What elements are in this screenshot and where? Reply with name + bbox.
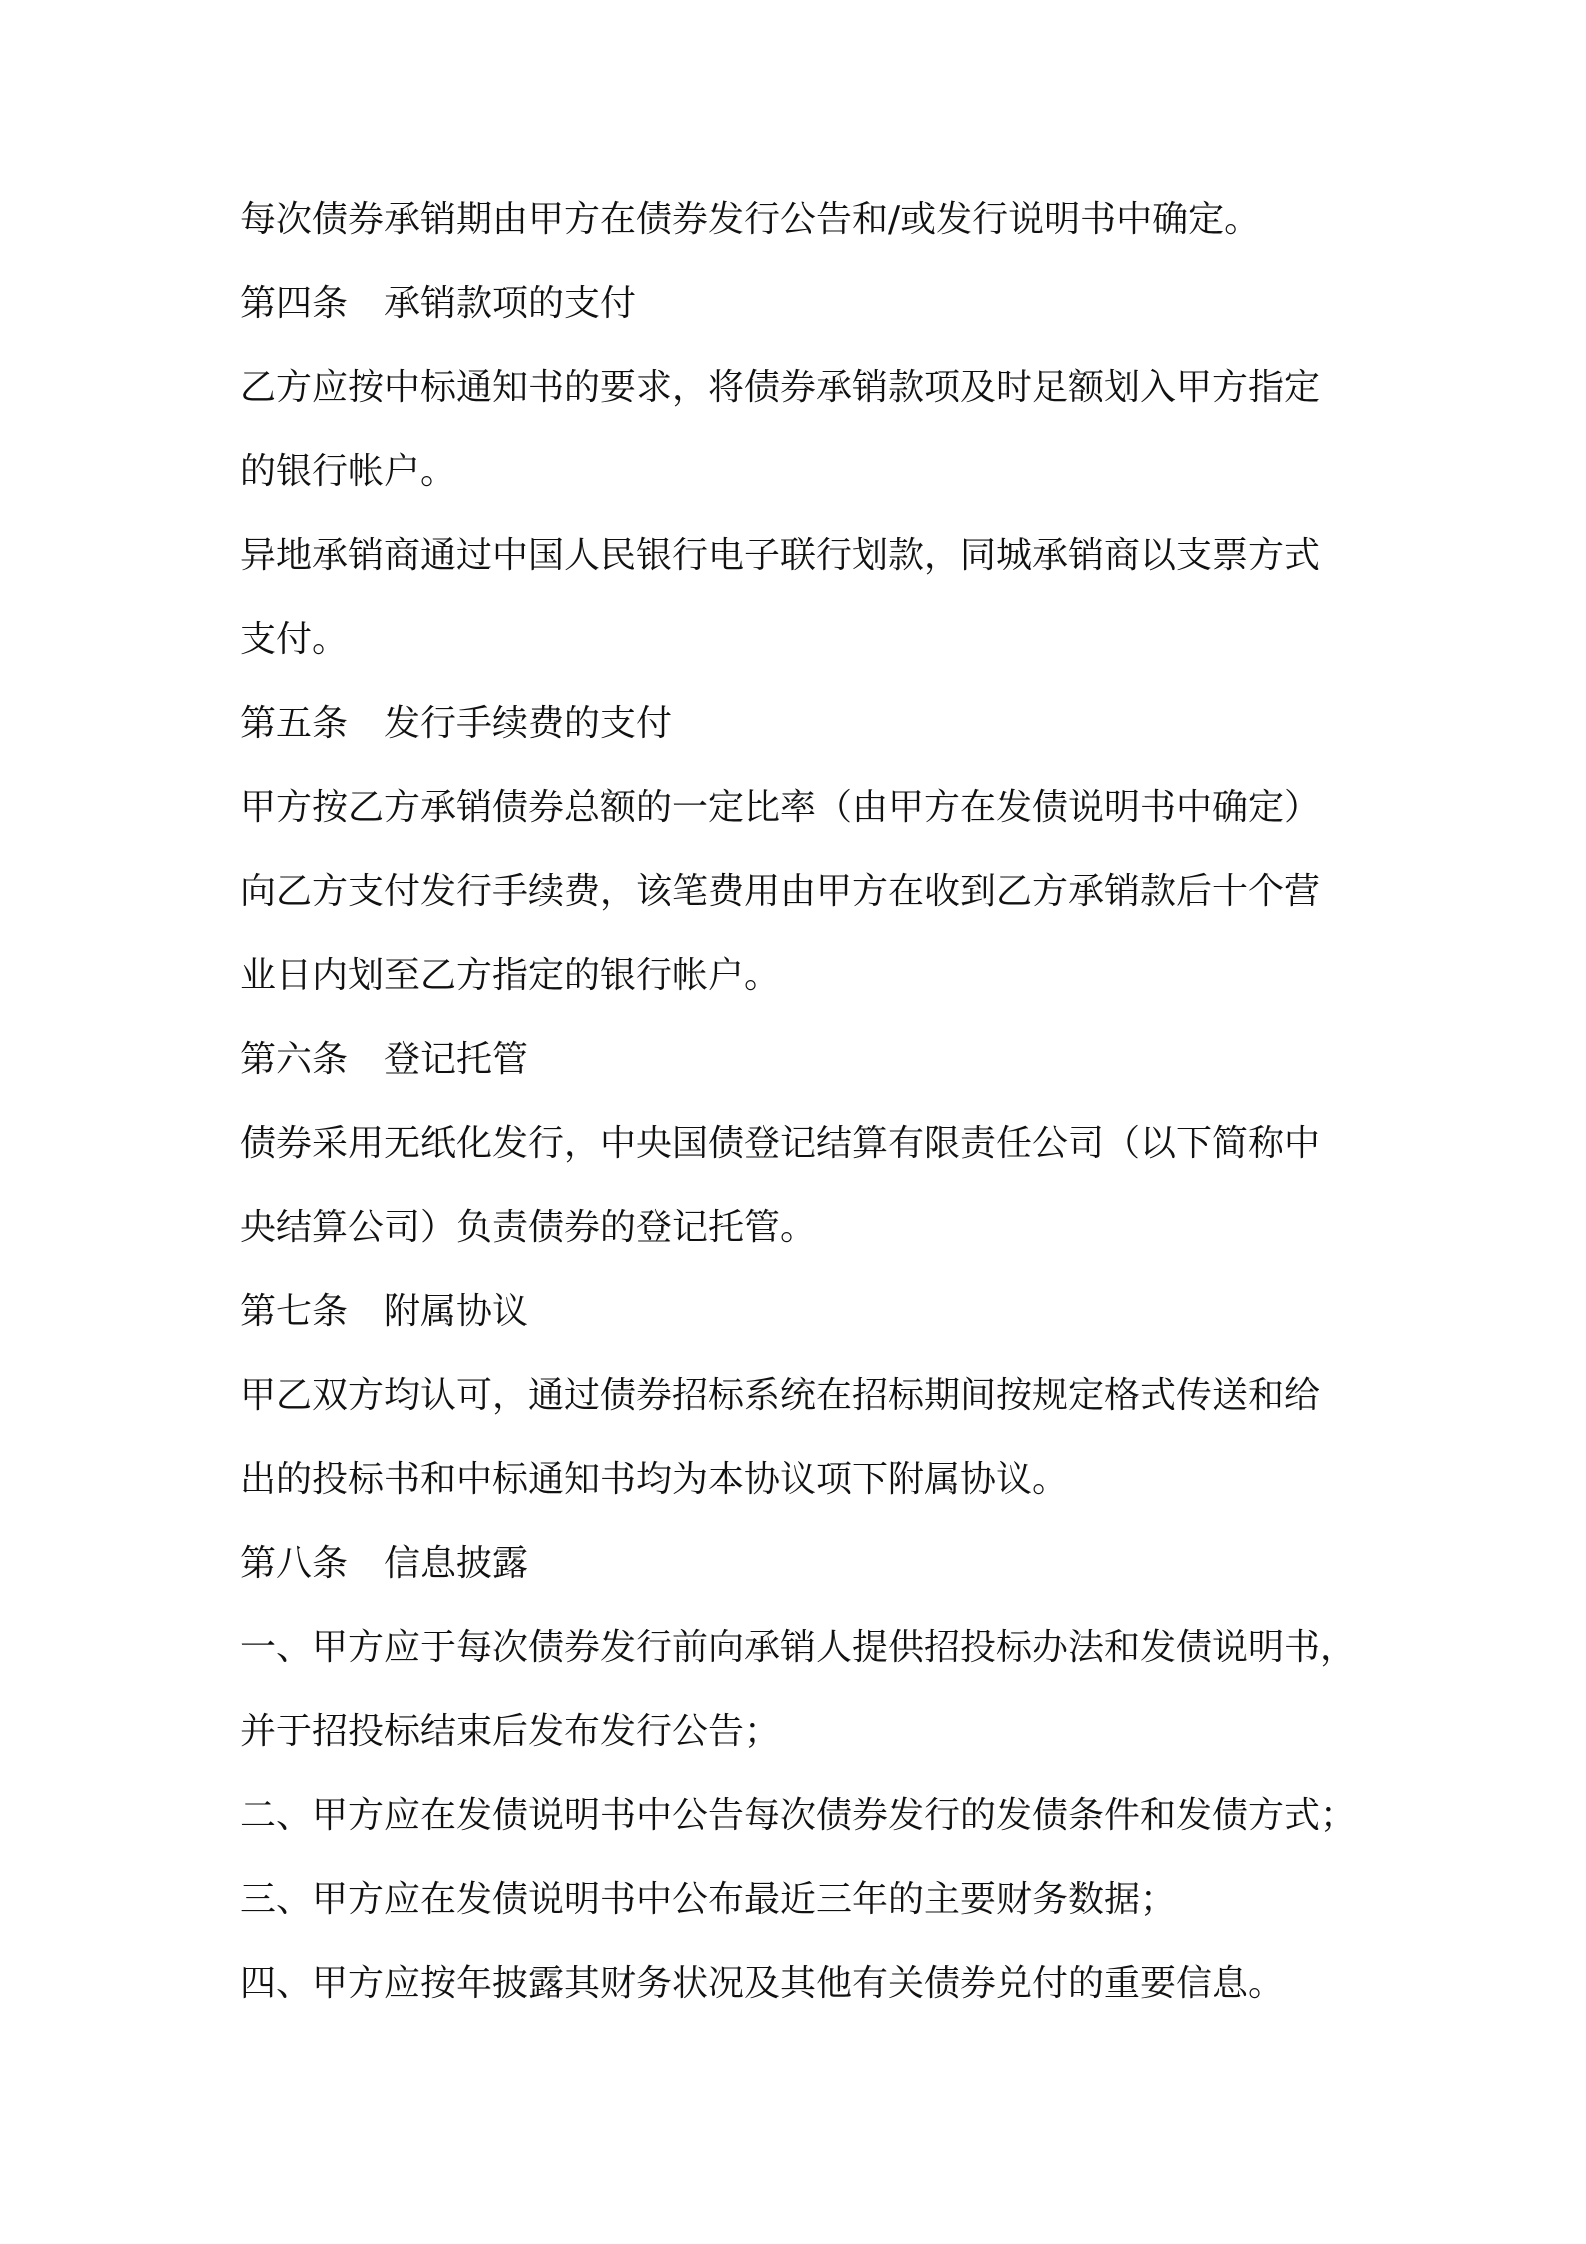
text-line: 债券采用无纸化发行，中央国债登记结算有限责任公司（以下简称中 <box>240 1123 1321 1164</box>
text-line: 乙方应按中标通知书的要求，将债券承销款项及时足额划入甲方指定 <box>240 367 1321 408</box>
text-line: 每次债券承销期由甲方在债券发行公告和/或发行说明书中确定。 <box>240 199 1261 240</box>
text-line: 并于招投标结束后发布发行公告； <box>240 1711 781 1752</box>
text-line: 的银行帐户。 <box>240 451 457 492</box>
text-line: 三、甲方应在发债说明书中公布最近三年的主要财务数据； <box>240 1879 1177 1920</box>
article-heading: 第四条 承销款项的支付 <box>240 283 637 324</box>
article-heading: 第五条 发行手续费的支付 <box>240 703 673 744</box>
text-line: 异地承销商通过中国人民银行电子联行划款，同城承销商以支票方式 <box>240 535 1321 576</box>
text-line: 业日内划至乙方指定的银行帐户。 <box>240 955 781 996</box>
text-line: 向乙方支付发行手续费，该笔费用由甲方在收到乙方承销款后十个营 <box>240 871 1321 912</box>
article-heading: 第七条 附属协议 <box>240 1291 529 1332</box>
article-heading: 第六条 登记托管 <box>240 1039 529 1080</box>
text-line: 支付。 <box>240 619 349 660</box>
article-heading: 第八条 信息披露 <box>240 1543 529 1584</box>
text-line: 一、甲方应于每次债券发行前向承销人提供招投标办法和发债说明书， <box>240 1627 1357 1668</box>
text-line: 二、甲方应在发债说明书中公告每次债券发行的发债条件和发债方式； <box>240 1795 1357 1836</box>
text-line: 甲乙双方均认可，通过债券招标系统在招标期间按规定格式传送和给 <box>240 1375 1321 1416</box>
text-line: 出的投标书和中标通知书均为本协议项下附属协议。 <box>240 1459 1069 1500</box>
text-line: 四、甲方应按年披露其财务状况及其他有关债券兑付的重要信息。 <box>240 1963 1285 2004</box>
text-line: 央结算公司）负责债券的登记托管。 <box>240 1207 817 1248</box>
text-line: 甲方按乙方承销债券总额的一定比率（由甲方在发债说明书中确定） <box>240 787 1321 828</box>
